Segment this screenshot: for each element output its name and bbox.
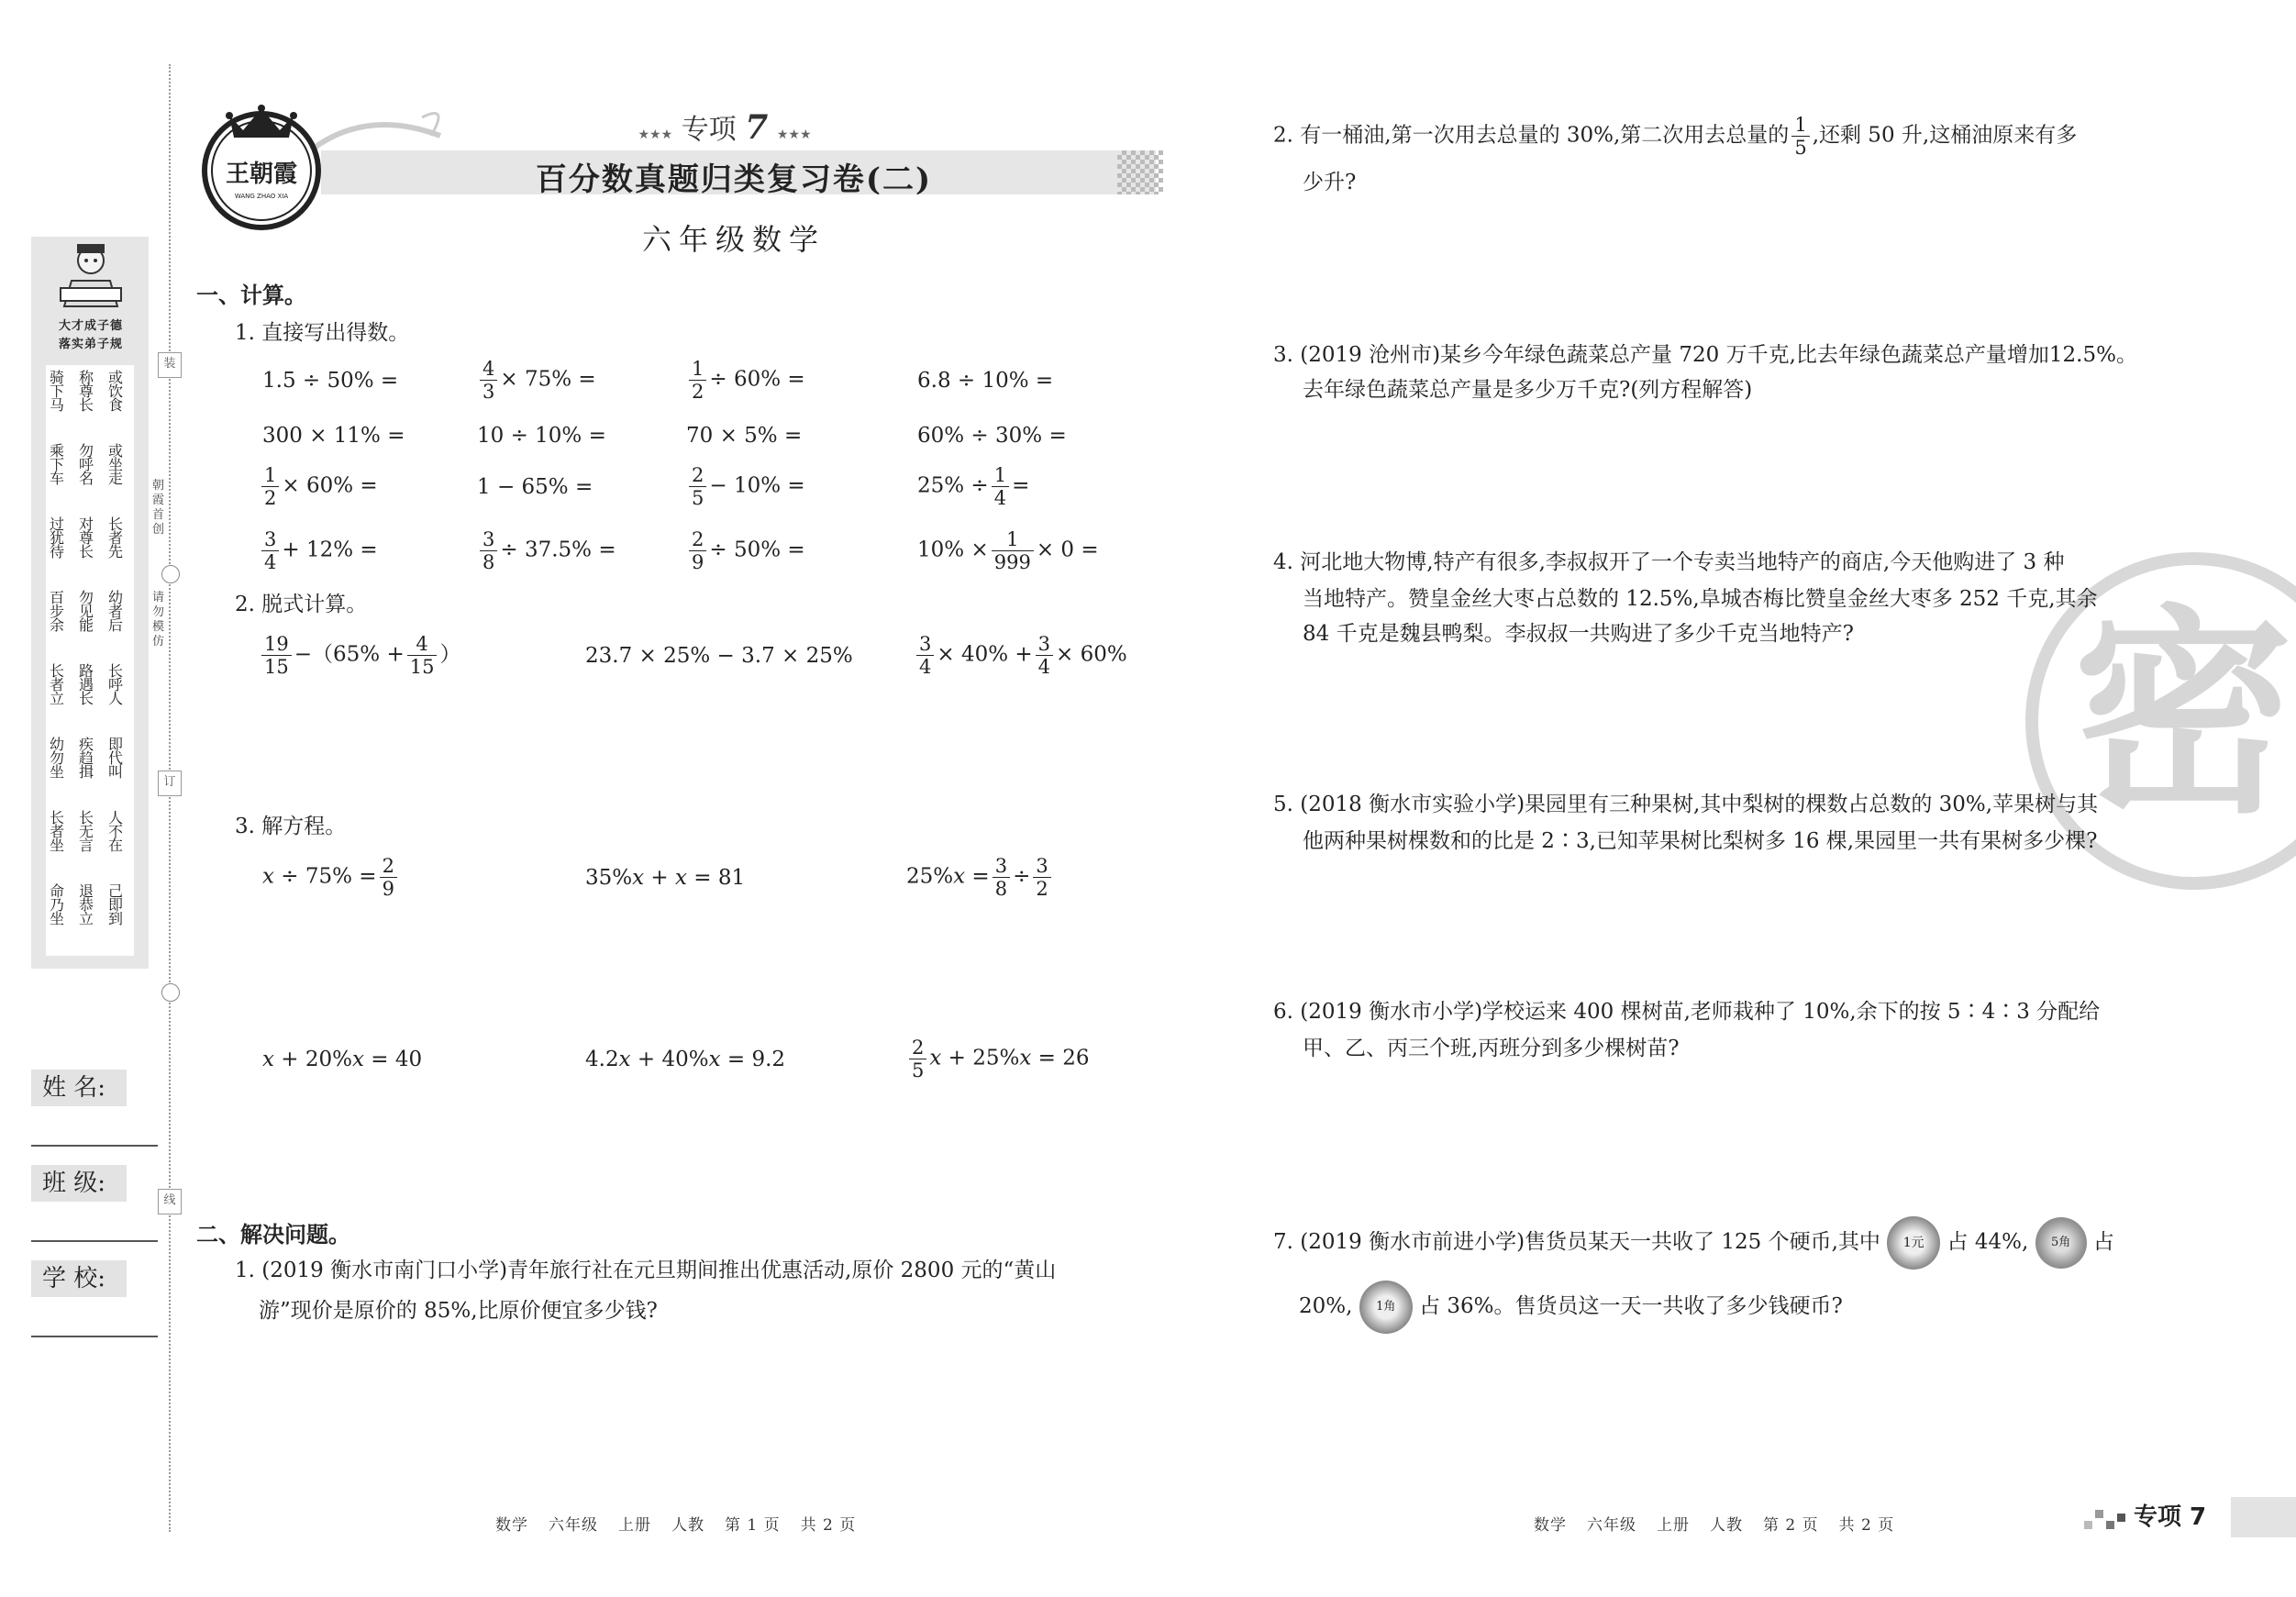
footer-item: 人教 (671, 1516, 704, 1535)
footer-item: 数学 (1534, 1516, 1567, 1535)
footer-item: 人教 (1710, 1516, 1743, 1535)
ribbon-checker-pattern (1117, 150, 1163, 194)
sub1-heading: 1. 直接写出得数。 (235, 321, 410, 345)
verse-column: 乘下车 (50, 442, 65, 487)
calc-item: 10% × $\frac{1}{999}$ × 0 = (917, 528, 1099, 573)
school-field[interactable] (31, 1336, 158, 1337)
verse-column: 称尊长 (79, 369, 94, 414)
question-2-line: 少升? (1303, 171, 1357, 194)
binding-hole-icon (161, 983, 180, 1002)
verse-column: 己即到 (108, 882, 124, 927)
calc-item: $\frac{2}{5}$ − 10% = (686, 464, 805, 509)
page-subtitle: 六年级数学 (641, 222, 826, 257)
binding-note: 请勿模仿 (152, 591, 165, 649)
binding-dotted-line (169, 64, 171, 1532)
brand-squares-icon (2082, 1501, 2128, 1532)
verse-column: 勿呼名 (79, 442, 94, 487)
brand-logo-icon (193, 97, 330, 235)
footer-item: 共 2 页 (1838, 1516, 1895, 1535)
calc-item: 70 × 5% = (686, 424, 803, 448)
verse-column: 或饮食 (108, 369, 124, 414)
question-5-line: 他两种果树棵数和的比是 2∶3,已知苹果树比梨树多 16 棵,果园里一共有果树多少棵? (1303, 829, 2098, 853)
verse-column: 百步余 (50, 589, 65, 634)
calc-item: 1 − 65% = (477, 475, 593, 499)
calc-item: 300 × 11% = (262, 424, 405, 448)
equation-item: 35%x + x = 81 (585, 866, 746, 890)
verse-column: 长无言 (79, 809, 94, 854)
section1-title: 一、计算。 (196, 282, 306, 308)
calc-item: $\frac{2}{9}$ ÷ 50% = (686, 528, 805, 573)
question-4-line: 4. 河北地大物博,特产有很多,李叔叔开了一个专卖当地特产的商店,今天他购进了 3 种 (1273, 550, 2065, 574)
verse-column: 命乃坐 (50, 882, 65, 927)
verse-column: 长者坐 (50, 809, 65, 854)
footer-item: 六年级 (1587, 1516, 1636, 1535)
calc-item: 25% ÷ $\frac{1}{4}$ = (917, 464, 1030, 509)
question-2: 2. 有一桶油,第一次用去总量的 30%,第二次用去总量的 $\frac{1}{5}$ ,还剩 50 升,这桶油原来有多 (1273, 114, 2078, 159)
calc-item: 60% ÷ 30% = (917, 424, 1067, 448)
footer-item: 上册 (618, 1516, 651, 1535)
calc-item: $\frac{1}{2}$ × 60% = (259, 464, 378, 509)
footer-item: 第 1 页 (725, 1516, 781, 1535)
calc-item: $\frac{1}{2}$ ÷ 60% = (686, 358, 805, 403)
motto-line: 落实弟子规 (58, 338, 123, 351)
footer-right (1534, 1512, 1914, 1535)
logo-subtext: WANG ZHAO XIA (234, 193, 289, 200)
verse-column: 退恭立 (79, 882, 94, 927)
brand-label: 专项 7 (2134, 1503, 2207, 1531)
sub2-heading: 2. 脱式计算。 (235, 593, 368, 616)
calc-item: 10 ÷ 10% = (477, 424, 606, 448)
question-1-line: 1. (2019 衡水市南门口小学)青年旅行社在元旦期间推出优惠活动,原价 2800 元的“黄山 (235, 1259, 1057, 1282)
binding-note: 朝霞首创 (152, 479, 165, 537)
question-6-line: 6. (2019 衡水市小学)学校运来 400 棵树苗,老师栽种了 10%,余下的按 5∶4∶3 分配给 (1273, 1000, 2101, 1024)
page-title: 百分数真题归类复习卷(二) (535, 161, 933, 198)
footer-item: 上册 (1657, 1516, 1690, 1535)
equation-item: 25%x = $\frac{3}{8}$ ÷ $\frac{3}{2}$ (906, 855, 1054, 900)
logo-text: 王朝霞 (225, 161, 298, 188)
binding-hole-icon (161, 565, 180, 583)
binding-mark: 订 (158, 771, 182, 796)
section2-title: 二、解决问题。 (196, 1221, 350, 1248)
question-7-line2: 20%, 1角 占 36%。售货员这一天一共收了多少钱硬币? (1299, 1281, 1843, 1334)
question-7: 7. (2019 衡水市前进小学)售货员某天一共收了 125 个硬币,其中 1元 占 44%, 5角 占 (1273, 1216, 2114, 1270)
name-field[interactable] (31, 1145, 158, 1147)
calc-item: $\frac{3}{4}$ + 12% = (259, 528, 378, 573)
class-label: 班 级: (31, 1165, 127, 1202)
one-jiao-coin-icon: 1角 (1359, 1281, 1413, 1334)
question-3-line: 3. (2019 沧州市)某乡今年绿色蔬菜总产量 720 万千克,比去年绿色蔬菜总产量增加12.5%。 (1273, 343, 2137, 367)
one-yuan-coin-icon: 1元 (1887, 1216, 1940, 1270)
special-label: ★★★ 专项 7 ★★★ (638, 108, 812, 147)
school-label: 学 校: (31, 1260, 127, 1297)
calc-item: 1.5 ÷ 50% = (262, 369, 399, 393)
verse-column: 幼者后 (108, 589, 124, 634)
verse-column: 长呼人 (108, 662, 124, 707)
five-jiao-coin-icon: 5角 (2035, 1217, 2087, 1269)
calc-item: 6.8 ÷ 10% = (917, 369, 1054, 393)
binding-mark: 线 (158, 1189, 182, 1214)
question-6-line: 甲、乙、丙三个班,丙班分到多少棵树苗? (1303, 1037, 1680, 1060)
calc-item: $\frac{19}{15}$ −（65% + $\frac{4}{15}$ ） (259, 633, 460, 678)
motto-line: 大才成子德 (58, 319, 123, 333)
verse-column: 幼勿坐 (50, 736, 65, 781)
calc-item: $\frac{3}{8}$ ÷ 37.5% = (477, 528, 616, 573)
verse-column: 长者先 (108, 516, 124, 560)
verse-column: 长者立 (50, 662, 65, 707)
ribbon-swirl-icon (312, 99, 449, 154)
footer-left (495, 1512, 876, 1535)
equation-item: x + 20%x = 40 (262, 1048, 423, 1071)
verse-column: 过犹待 (50, 516, 65, 560)
question-1-line: 游”现价是原价的 85%,比原价便宜多少钱? (259, 1299, 658, 1323)
confidential-stamp: 密 (2072, 584, 2293, 843)
calc-item: $\frac{4}{3}$ × 75% = (477, 358, 596, 403)
verse-column: 即代叫 (108, 736, 124, 781)
question-5-line: 5. (2018 衡水市实验小学)果园里有三种果树,其中梨树的棵数占总数的 30%,苹果树与其 (1273, 793, 2099, 816)
verse-column: 对尊长 (79, 516, 94, 560)
verse-column: 疾趋揖 (79, 736, 94, 781)
name-label: 姓 名: (31, 1070, 127, 1106)
equation-item: $\frac{2}{5}$ x + 25%x = 26 (906, 1037, 1090, 1081)
equation-item: 4.2x + 40%x = 9.2 (585, 1048, 786, 1071)
binding-mark: 装 (158, 352, 182, 378)
verse-column: 骑下马 (50, 369, 65, 414)
verse-column: 勿见能 (79, 589, 94, 634)
footer-item: 六年级 (549, 1516, 598, 1535)
brand-bar (2231, 1497, 2296, 1537)
verse-column: 路遇长 (79, 662, 94, 707)
class-field[interactable] (31, 1240, 158, 1242)
verse-column: 人不在 (108, 809, 124, 854)
question-4-line: 当地特产。赞皇金丝大枣占总数的 12.5%,阜城杏梅比赞皇金丝大枣多 252 千克,其余 (1303, 587, 2098, 611)
sub3-heading: 3. 解方程。 (235, 815, 347, 838)
footer-item: 第 2 页 (1763, 1516, 1819, 1535)
equation-item: x ÷ 75% = $\frac{2}{9}$ (262, 855, 400, 900)
verse-column: 或坐走 (108, 442, 124, 487)
footer-item: 数学 (495, 1516, 528, 1535)
question-3-line: 去年绿色蔬菜总产量是多少万千克?(列方程解答) (1303, 378, 1753, 402)
scholar-figure-icon (53, 240, 128, 314)
question-4-line: 84 千克是魏县鸭梨。李叔叔一共购进了多少千克当地特产? (1303, 622, 1854, 646)
footer-item: 共 2 页 (800, 1516, 857, 1535)
calc-item: 23.7 × 25% − 3.7 × 25% (585, 644, 853, 668)
calc-item: $\frac{3}{4}$ × 40% + $\frac{3}{4}$ × 60% (914, 633, 1127, 678)
